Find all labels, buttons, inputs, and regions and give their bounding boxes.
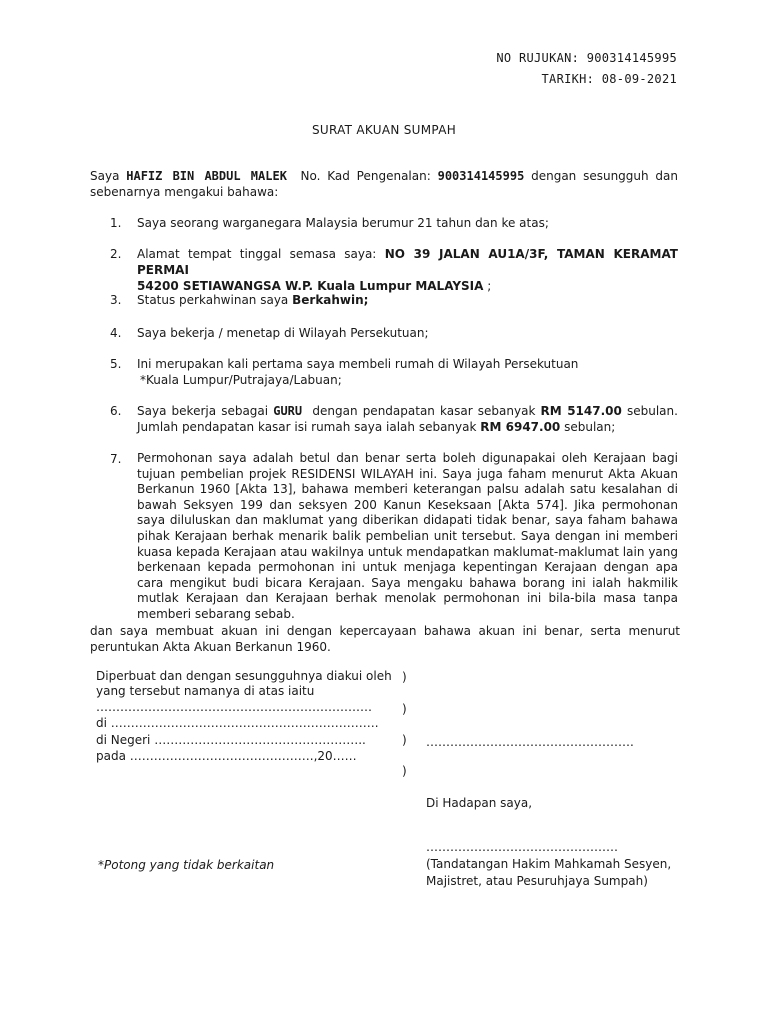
reference-label: NO RUJUKAN: <box>496 51 580 65</box>
list-item <box>110 246 678 294</box>
bracket: ) <box>402 764 407 778</box>
list-item <box>110 403 678 435</box>
ic-label: No. Kad Pengenalan: <box>300 169 431 183</box>
household-label: sebulan. Jumlah pendapatan kasar isi rumah saya ialah sebanyak <box>137 404 678 434</box>
income-value: RM 5147.00 <box>540 404 622 418</box>
item-line-2: *Kuala Lumpur/Putrajaya/Labuan; <box>140 373 342 387</box>
reference-number <box>496 51 677 65</box>
job-value: GURU <box>273 404 303 418</box>
list-item <box>110 356 678 388</box>
bracket: ) <box>402 733 407 747</box>
address-line-1: NO 39 JALAN AU1A/3F, TAMAN KERAMAT PERMAI <box>137 247 678 277</box>
declared-by-line-1: Diperbuat dan dengan sesungguhnya diakui oleh <box>96 669 392 683</box>
intro-paragraph <box>90 168 678 200</box>
judge-signature-line: ………………………………………… <box>426 840 618 854</box>
item-text <box>137 292 678 308</box>
intro-prefix: Saya <box>90 169 120 183</box>
state-dotted-line: di Negeri …………………………………………….. <box>96 733 366 747</box>
item-text <box>137 403 678 435</box>
date-dotted-line: pada ……………………………………….,20…… <box>96 749 357 763</box>
document-date <box>542 72 677 86</box>
place-dotted-line: di …………………………………………………………. <box>96 716 379 730</box>
judge-title-line-2: Majistret, atau Pesuruhjaya Sumpah) <box>426 874 648 888</box>
list-item <box>110 325 678 341</box>
household-income-value: RM 6947.00 <box>480 420 561 434</box>
declarant-dotted-line: …………………………………………………………… <box>96 700 372 714</box>
date-label: TARIKH: <box>541 72 595 86</box>
item-text: Saya seorang warganegara Malaysia berumur 21 tahun dan ke atas; <box>137 216 549 230</box>
item-text <box>137 356 678 388</box>
before-me-label: Di Hadapan saya, <box>426 796 533 810</box>
reference-value: 900314145995 <box>586 51 677 65</box>
list-item <box>110 292 678 308</box>
list-item <box>110 451 678 623</box>
marital-status-value: Berkahwin; <box>292 293 369 307</box>
item-number: 3. <box>110 293 122 307</box>
intro-suffix: dengan sesungguh dan sebenarnya mengakui bahawa: <box>90 169 679 199</box>
closing-paragraph: dan saya membuat akuan ini dengan kepercayaan bahawa akuan ini benar, serta menurut peruntukan Akta Akuan Berkanun 1960. <box>90 624 680 654</box>
declared-by-line-2: yang tersebut namanya di atas iaitu <box>96 684 315 698</box>
item-text <box>137 246 678 294</box>
income-label: dengan pendapatan kasar sebanyak <box>312 404 536 418</box>
item-number: 4. <box>110 326 122 340</box>
ic-number: 900314145995 <box>437 169 525 183</box>
bracket: ) <box>402 702 407 716</box>
judge-title-line-1: (Tandatangan Hakim Mahkamah Sesyen, <box>426 857 672 871</box>
item-suffix: sebulan; <box>564 420 616 434</box>
bracket: ) <box>402 670 407 684</box>
date-value: 08-09-2021 <box>601 72 677 86</box>
job-label: Saya bekerja sebagai <box>137 404 269 418</box>
item-number: 5. <box>110 357 122 371</box>
footnote: *Potong yang tidak berkaitan <box>98 858 275 872</box>
item-number: 2. <box>110 247 122 261</box>
address-label: Alamat tempat tinggal semasa saya: <box>137 247 377 261</box>
marital-status-label: Status perkahwinan saya <box>137 293 289 307</box>
item-line-1: Ini merupakan kali pertama saya membeli rumah di Wilayah Persekutuan <box>137 357 579 371</box>
address-suffix: ; <box>487 279 492 293</box>
list-item <box>110 215 678 231</box>
item-number: 7. <box>110 452 122 466</box>
declarant-signature-line: ……………………………………………. <box>426 735 634 749</box>
declarant-name: HAFIZ BIN ABDUL MALEK <box>126 169 287 183</box>
address-line-2: 54200 SETIAWANGSA W.P. Kuala Lumpur MALAYSIA <box>137 279 484 293</box>
document-title: SURAT AKUAN SUMPAH <box>311 123 457 137</box>
item-text: Saya bekerja / menetap di Wilayah Persekutuan; <box>137 326 429 340</box>
item-text: Permohonan saya adalah betul dan benar serta boleh digunapakai oleh Kerajaan bagi tujuan pembelian projek RESIDENSI WILAYAH ini. Saya juga faham menurut Akta Akuan Berkanun 1960 [Akta 13], bahawa memberi keterangan palsu adalah satu kesalahan di bawah Seksyen 199 dan seksyen 200 Kanun Keseksaan [Akta 574]. Jika permohonan saya diluluskan dan maklumat yang diberikan didapati tidak benar, saya faham bahawa pihak Kerajaan berhak menarik balik pembelian unit tersebut. Saya dengan ini memberi kuasa kepada Kerajaan atau wakilnya untuk mendapatkan maklumat-maklumat lain yang berkenaan kepada permohonan ini untuk menjaga kepentingan Kerajaan dengan apa cara mengikut budi bicara Kerajaan. Saya mengaku bahawa borang ini ialah hakmilik mutlak Kerajaan dan Kerajaan berhak menolak permohonan ini bila-bila masa tanpa memberi sebarang sebab. <box>137 451 678 621</box>
item-number: 6. <box>110 404 122 418</box>
item-number: 1. <box>110 216 122 230</box>
